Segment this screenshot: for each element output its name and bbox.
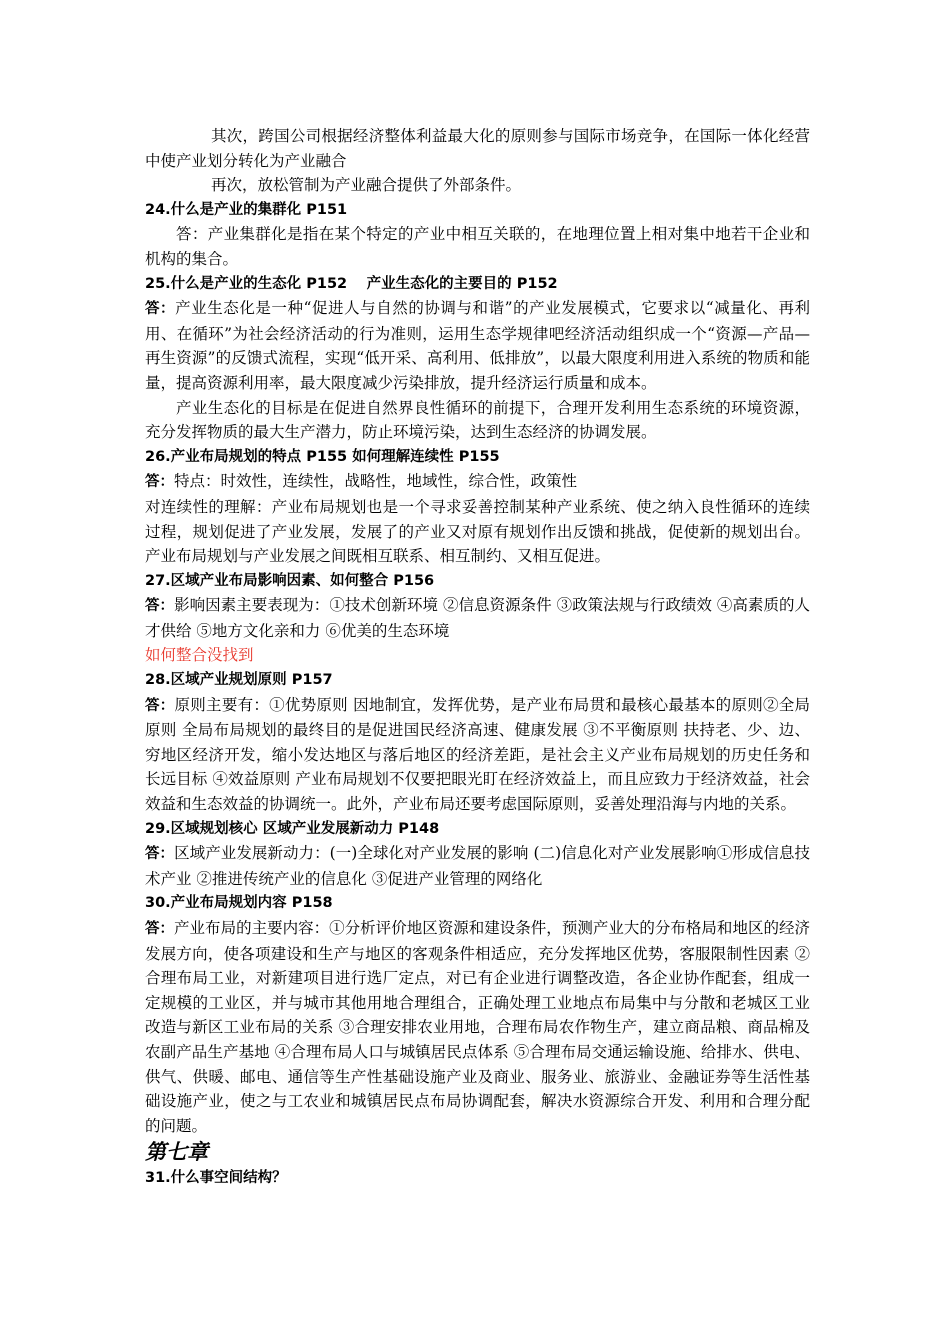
answer-paragraph (145, 916, 810, 1138)
chapter-heading: 第七章 (145, 1139, 208, 1165)
answer-label: 答： (145, 697, 175, 714)
question-heading: 28.区域产业规划原则 P157 (145, 672, 333, 689)
paragraph: 产业生态化的目标是在促进自然界良性循环的前提下，合理开发利用生态系统的环境资源，充分发挥物质的最大生产潜力，防止环境污染，达到生态经济的协调发展。 (145, 398, 810, 442)
answer-paragraph (145, 693, 810, 817)
answer-text: 原则主要有：①优势原则 因地制宜，发挥优势，是产业布局贯和最核心最基本的原则②全局原则 全局布局规划的最终目的是促进国民经济高速、健康发展 ③不平衡原则 扶持老、少、边、穷地区经济开发，缩小发达地区与落后地区的经济差距，是社会主义产业布局规划的历史任务和长远目标 ④效益原则 产业布局规划不仅要把眼光盯在经济效益上，而且应致力于经济效益，社会效益和生态效益的协调统一。此外，产业布局还要考虑国际原则，妥善处理沿海与内地的关系。 (145, 695, 810, 814)
red-note: 如何整合没找到 (145, 646, 254, 665)
answer-text: 产业生态化是一种“促进人与自然的协调与和谐”的产业发展模式，它要求以“减量化、再利用、在循环”为社会经济活动的行为准则，运用生态学规律吧经济活动组织成一个“资源—产品—再生资源”的反馈式流程，实现“低开采、高利用、低排放”，以最大限度利用进入系统的物质和能量，提高资源利用率，最大限度减少污染排放，提升经济运行质量和成本。 (145, 299, 810, 392)
paragraph: 对连续性的理解：产业布局规划也是一个寻求妥善控制某种产业系统、使之纳入良性循环的连续过程，规划促进了产业发展，发展了的产业又对原有规划作出反馈和挑战，促使新的规划出台。产业布局规划与产业发展之间既相互联系、相互制约、又相互促进。 (145, 497, 810, 566)
question-heading: 27.区域产业布局影响因素、如何整合 P156 (145, 572, 435, 589)
question-heading: 31.什么事空间结构？ (145, 1170, 287, 1187)
paragraph: 答：产业集群化是指在某个特定的产业中相互关联的，在地理位置上相对集中地若干企业和机构的集合。 (145, 225, 810, 268)
answer-text: 特点：时效性，连续性，战略性，地域性，综合性，政策性 (174, 472, 578, 491)
answer-paragraph (145, 841, 810, 891)
answer-paragraph (145, 593, 810, 643)
answer-label: 答： (145, 921, 175, 937)
answer-label: 答： (145, 301, 176, 318)
question-heading: 26.产业布局规划的特点 P155 如何理解连续性 P155 (145, 448, 500, 465)
paragraph: 再次，放松管制为产业融合提供了外部条件。 (211, 176, 522, 195)
answer-text: 区域产业发展新动力：(一)全球化对产业发展的影响 (二)信息化对产业发展影响①形成信息技术产业 ②推进传统产业的信息化 ③促进产业管理的网络化 (145, 844, 810, 888)
answer-label: 答： (145, 598, 175, 615)
answer-text: 产业布局的主要内容：①分析评价地区资源和建设条件，预测产业大的分布格局和地区的经济发展方向，使各项建设和生产与地区的客观条件相适应，充分发挥地区优势，客服限制性因素 ②合理布局工业，对新建项目进行选厂定点，对已有企业进行调整改造，各企业协作配套，组成一定规模的工业区，并与城市其他用地合理组合，正确处理工业地点布局集中与分散和老城区工业改造与新区工业布局的关系 ③合理安排农业用地，合理布局农作物生产，建立商品粮、商品棉及农副产品生产基地 ④合理布局人口与城镇居民点体系 ⑤合理布局交通运输设施、给排水、供电、供气、供暖、邮电、通信等生产性基础设施产业及商业、服务业、旅游业、金融证券等生活性基础设施产业，使之与工农业和城镇居民点布局协调配套，解决水资源综合开发、利用和合理分配的问题。 (145, 919, 810, 1135)
answer-paragraph (145, 469, 810, 495)
question-heading: 24.什么是产业的集群化 P151 (145, 201, 348, 218)
document-page (145, 124, 810, 1191)
answer-paragraph (145, 296, 810, 395)
paragraph: 其次，跨国公司根据经济整体利益最大化的原则参与国际市场竞争，在国际一体化经营中使产业划分转化为产业融合 (145, 127, 810, 170)
question-heading: 29.区域规划核心 区域产业发展新动力 P148 (145, 820, 440, 837)
question-heading: 30.产业布局规划内容 P158 (145, 895, 333, 912)
answer-label: 答： (145, 474, 174, 491)
question-heading: 25.什么是产业的生态化 P152 产业生态化的主要目的 P152 (145, 275, 558, 292)
answer-text: 影响因素主要表现为：①技术创新环境 ②信息资源条件 ③政策法规与行政绩效 ④高素质的人才供给 ⑤地方文化亲和力 ⑥优美的生态环境 (145, 596, 810, 640)
answer-label: 答： (145, 846, 175, 863)
